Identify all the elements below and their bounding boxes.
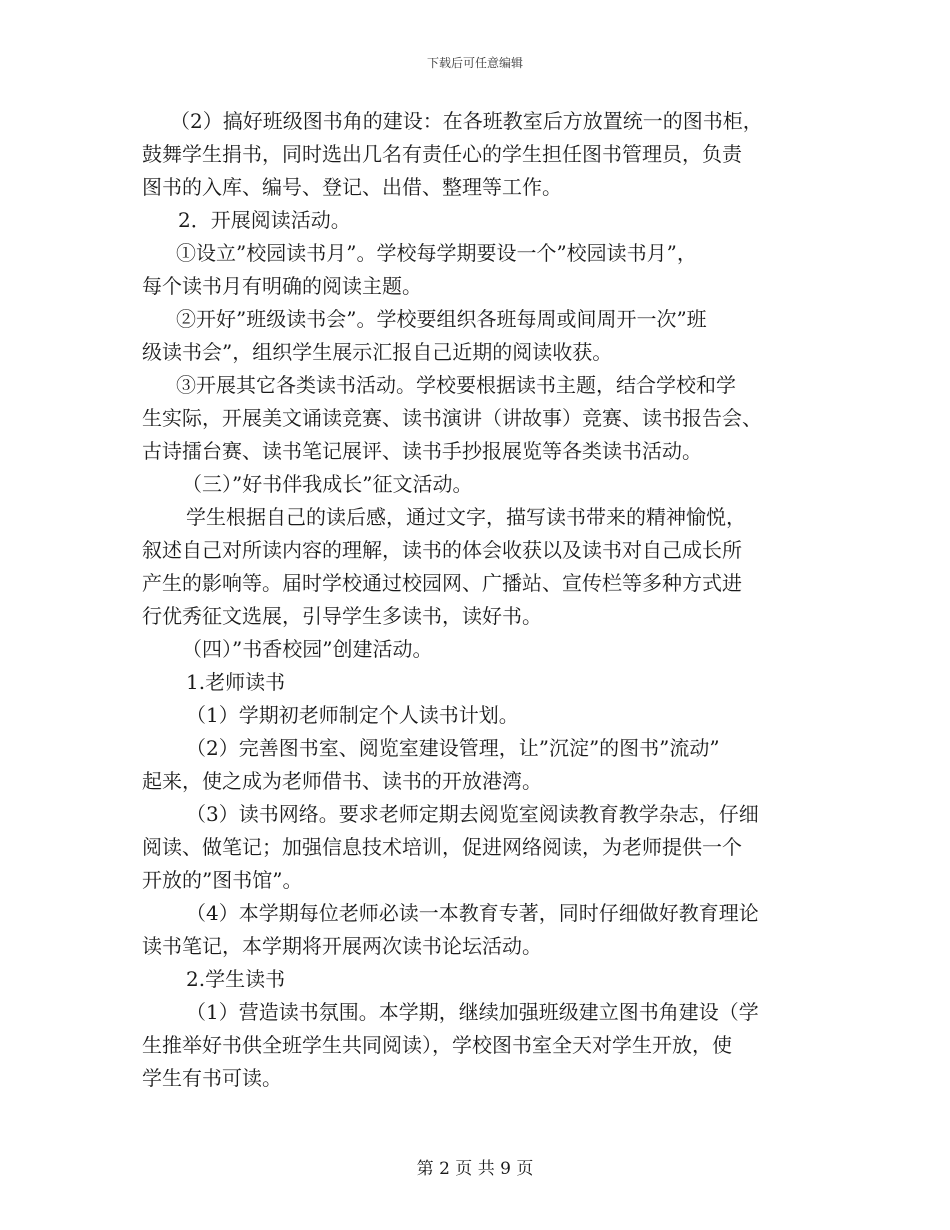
text-line: （3）读书网络。要求老师定期去阅览室阅读教育教学杂志，仔细 [186, 802, 759, 826]
text-line: ③开展其它各类读书活动。学校要根据读书主题，结合学校和学 [176, 373, 736, 397]
text-line: 开放的”图书馆”。 [142, 868, 303, 892]
text-line: 生实际，开展美文诵读竞赛、读书演讲（讲故事）竞赛、读书报告会、 [142, 406, 762, 430]
header-note: 下载后可任意编辑 [426, 56, 523, 70]
text-line: （2）搞好班级图书角的建设：在各班教室后方放置统一的图书柜， [170, 109, 763, 133]
paragraph [142, 699, 822, 732]
text-line: （2）完善图书室、阅览室建设管理，让”沉淀”的图书”流动” [186, 736, 720, 760]
page-footer: 第 2 页 共 9 页 [416, 1159, 534, 1179]
paragraph [142, 996, 822, 1095]
paragraph [142, 897, 822, 963]
text-line: ②开好”班级读书会”。学校要组织各班每周或间周开一次”班 [176, 307, 707, 331]
text-line: （1）营造读书氛围。本学期，继续加强班级建立图书角建设（学 [186, 1000, 759, 1024]
text-line: 叙述自己对所读内容的理解，读书的体会收获以及读书对自己成长所 [142, 538, 742, 562]
text-line: 行优秀征文选展，引导学生多读书，读好书。 [142, 604, 542, 628]
paragraph [142, 666, 822, 699]
text-line: 生推举好书供全班学生共同阅读），学校图书室全天对学生开放，使 [142, 1033, 732, 1057]
text-line: 2．开展阅读活动。 [178, 208, 351, 232]
paragraph [142, 369, 822, 468]
paragraph [142, 204, 822, 237]
text-line: 级读书会”，组织学生展示汇报自己近期的阅读收获。 [142, 340, 613, 364]
text-line: 2.学生读书 [186, 967, 286, 991]
text-line: 鼓舞学生捐书，同时选出几名有责任心的学生担任图书管理员，负责 [142, 142, 742, 166]
text-line: 读书笔记，本学期将开展两次读书论坛活动。 [142, 934, 542, 958]
text-line: 产生的影响等。届时学校通过校园网、广播站、宣传栏等多种方式进 [142, 571, 742, 595]
text-line: （4）本学期每位老师必读一本教育专著，同时仔细做好教育理论 [186, 901, 759, 925]
text-line: （1）学期初老师制定个人读书计划。 [186, 703, 519, 727]
text-line: 学生根据自己的读后感，通过文字，描写读书带来的精神愉悦， [186, 505, 746, 529]
text-line: 学生有书可读。 [142, 1066, 282, 1090]
text-line: 起来，使之成为老师借书、读书的开放港湾。 [142, 769, 542, 793]
paragraph [142, 468, 822, 501]
paragraph [142, 501, 822, 633]
document-body [142, 105, 822, 1095]
paragraph [142, 105, 822, 204]
paragraph [142, 963, 822, 996]
paragraph [142, 732, 822, 798]
text-line: 古诗擂台赛、读书笔记展评、读书手抄报展览等各类读书活动。 [142, 439, 702, 463]
paragraph [142, 633, 822, 666]
text-line: 阅读、做笔记；加强信息技术培训，促进网络阅读，为老师提供一个 [142, 835, 742, 859]
text-line: 每个读书月有明确的阅读主题。 [142, 274, 422, 298]
text-line: （四）”书香校园”创建活动。 [182, 637, 433, 661]
text-line: 1.老师读书 [186, 670, 286, 694]
paragraph [142, 303, 822, 369]
text-line: 图书的入库、编号、登记、出借、整理等工作。 [142, 175, 562, 199]
text-line: ①设立”校园读书月”。学校每学期要设一个”校园读书月”， [176, 241, 697, 265]
text-line: （三）”好书伴我成长”征文活动。 [182, 472, 473, 496]
paragraph [142, 798, 822, 897]
paragraph [142, 237, 822, 303]
